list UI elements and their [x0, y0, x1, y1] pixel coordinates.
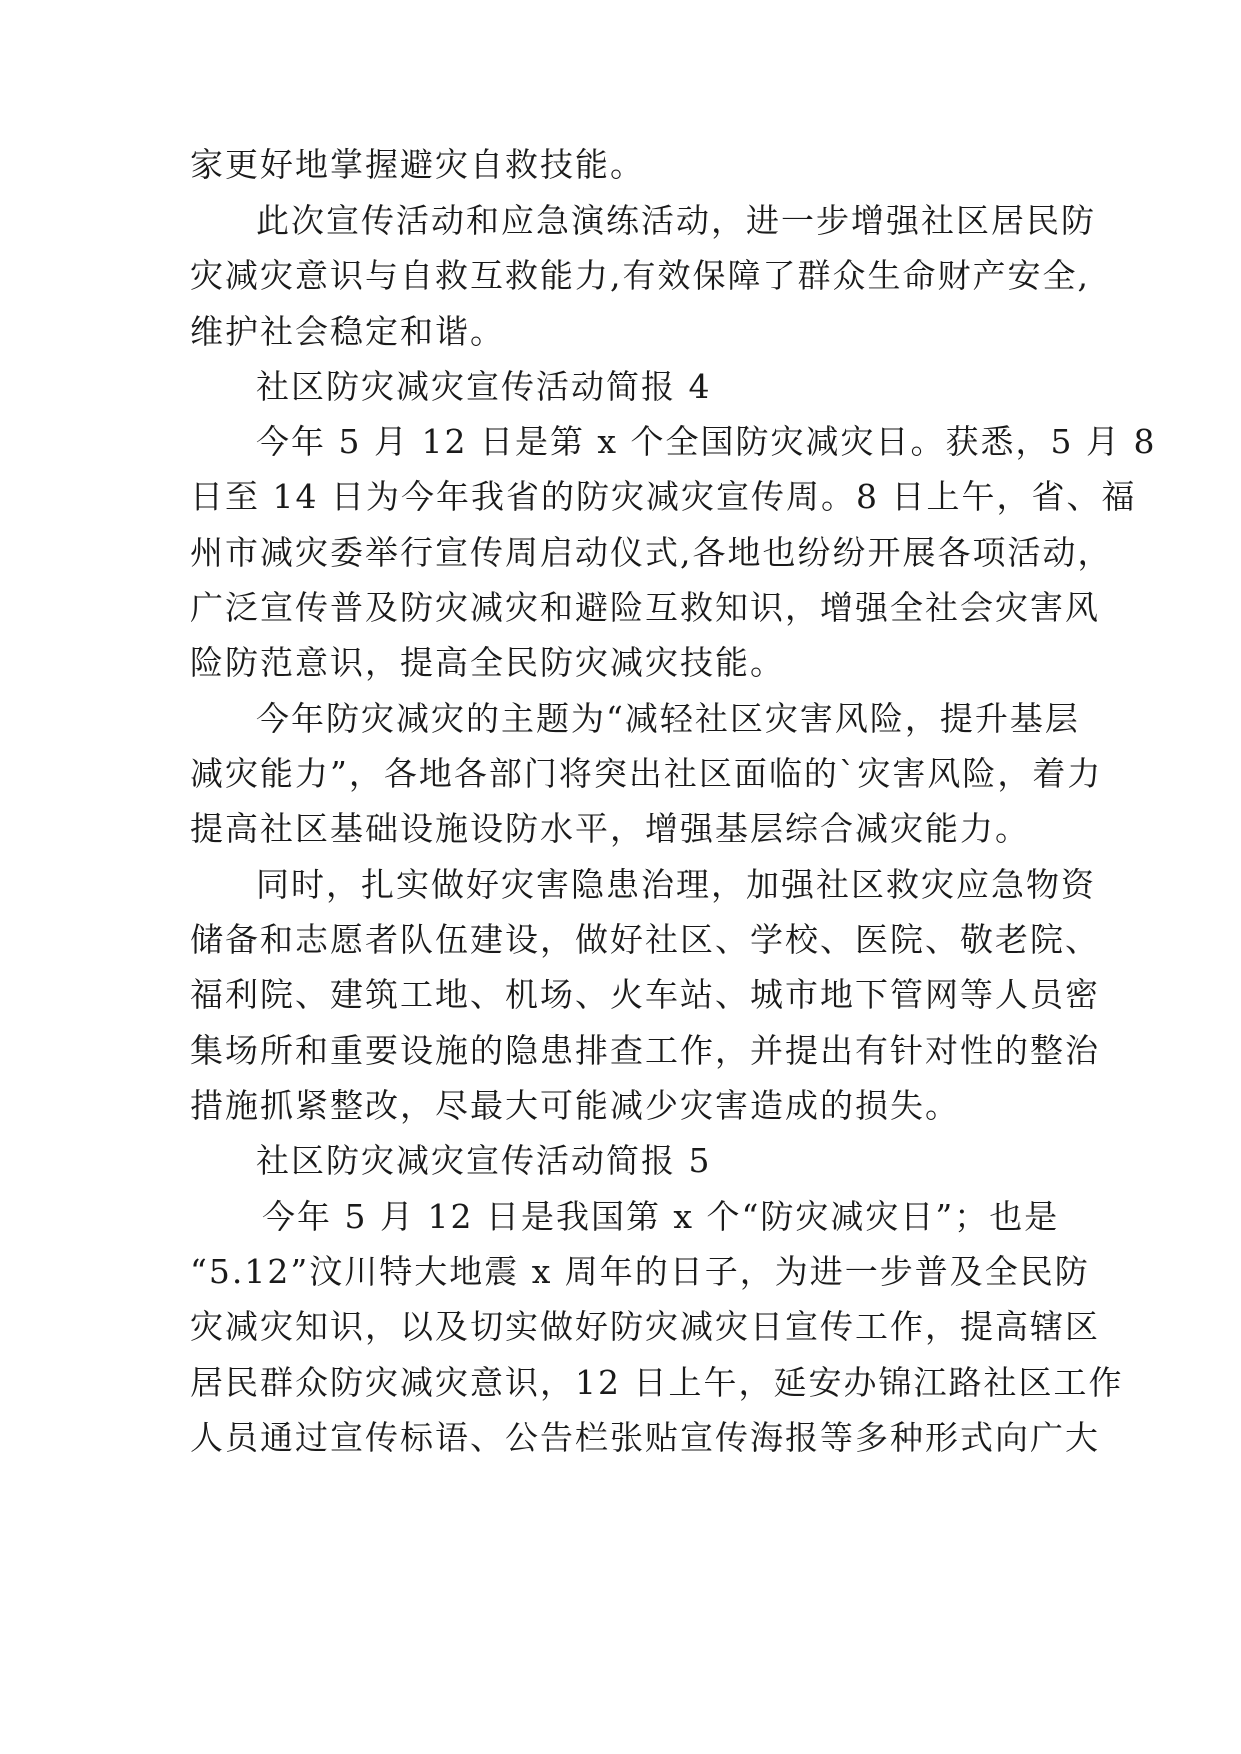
body-text-line: 人员通过宣传标语、公告栏张贴宣传海报等多种形式向广大 — [190, 1418, 1100, 1457]
body-text-line: 州市减灾委举行宣传周启动仪式,各地也纷纷开展各项活动， — [190, 533, 1113, 572]
body-text-line: 提高社区基础设施设防水平，增强基层综合减灾能力。 — [190, 809, 1030, 848]
paragraph-first-line: 此次宣传活动和应急演练活动，进一步增强社区居民防 — [256, 201, 1096, 240]
body-text-line: 家更好地掌握避灾自救技能。 — [190, 145, 645, 184]
section-heading: 社区防灾减灾宣传活动简报 4 — [256, 367, 712, 406]
body-text-line: 福利院、建筑工地、机场、火车站、城市地下管网等人员密 — [190, 975, 1100, 1014]
section-heading: 社区防灾减灾宣传活动简报 5 — [256, 1141, 712, 1180]
body-text-line: 措施抓紧整改，尽最大可能减少灾害造成的损失。 — [190, 1086, 960, 1125]
body-text-line: 灾减灾知识，以及切实做好防灾减灾日宣传工作，提高辖区 — [190, 1307, 1100, 1346]
body-text-line: 广泛宣传普及防灾减灾和避险互救知识，增强全社会灾害风 — [190, 588, 1100, 627]
body-text-line: 减灾能力”，各地各部门将突出社区面临的`灾害风险，着力 — [190, 754, 1103, 793]
body-text-line: 储备和志愿者队伍建设，做好社区、学校、医院、敬老院、 — [190, 920, 1100, 959]
body-text-line: 日至 14 日为今年我省的防灾减灾宣传周。8 日上午，省、福 — [190, 477, 1137, 516]
body-text-line: 居民群众防灾减灾意识，12 日上午，延安办锦江路社区工作 — [190, 1363, 1124, 1402]
body-text-line: 险防范意识，提高全民防灾减灾技能。 — [190, 643, 785, 682]
paragraph-first-line: 同时，扎实做好灾害隐患治理，加强社区救灾应急物资 — [256, 865, 1096, 904]
paragraph-first-line: 今年 5 月 12 日是我国第 x 个“防灾减灾日”；也是 — [262, 1197, 1060, 1236]
body-text-line: 维护社会稳定和谐。 — [190, 312, 505, 351]
paragraph-first-line: 今年防灾减灾的主题为“减轻社区灾害风险，提升基层 — [256, 699, 1080, 738]
paragraph-first-line: 今年 5 月 12 日是第 x 个全国防灾减灾日。获悉，5 月 8 — [256, 422, 1157, 461]
body-text-line: 灾减灾意识与自救互救能力,有效保障了群众生命财产安全, — [190, 256, 1090, 295]
body-text-line: 集场所和重要设施的隐患排查工作，并提出有针对性的整治 — [190, 1031, 1100, 1070]
body-text-line: “5.12”汶川特大地震 x 周年的日子，为进一步普及全民防 — [190, 1252, 1090, 1291]
